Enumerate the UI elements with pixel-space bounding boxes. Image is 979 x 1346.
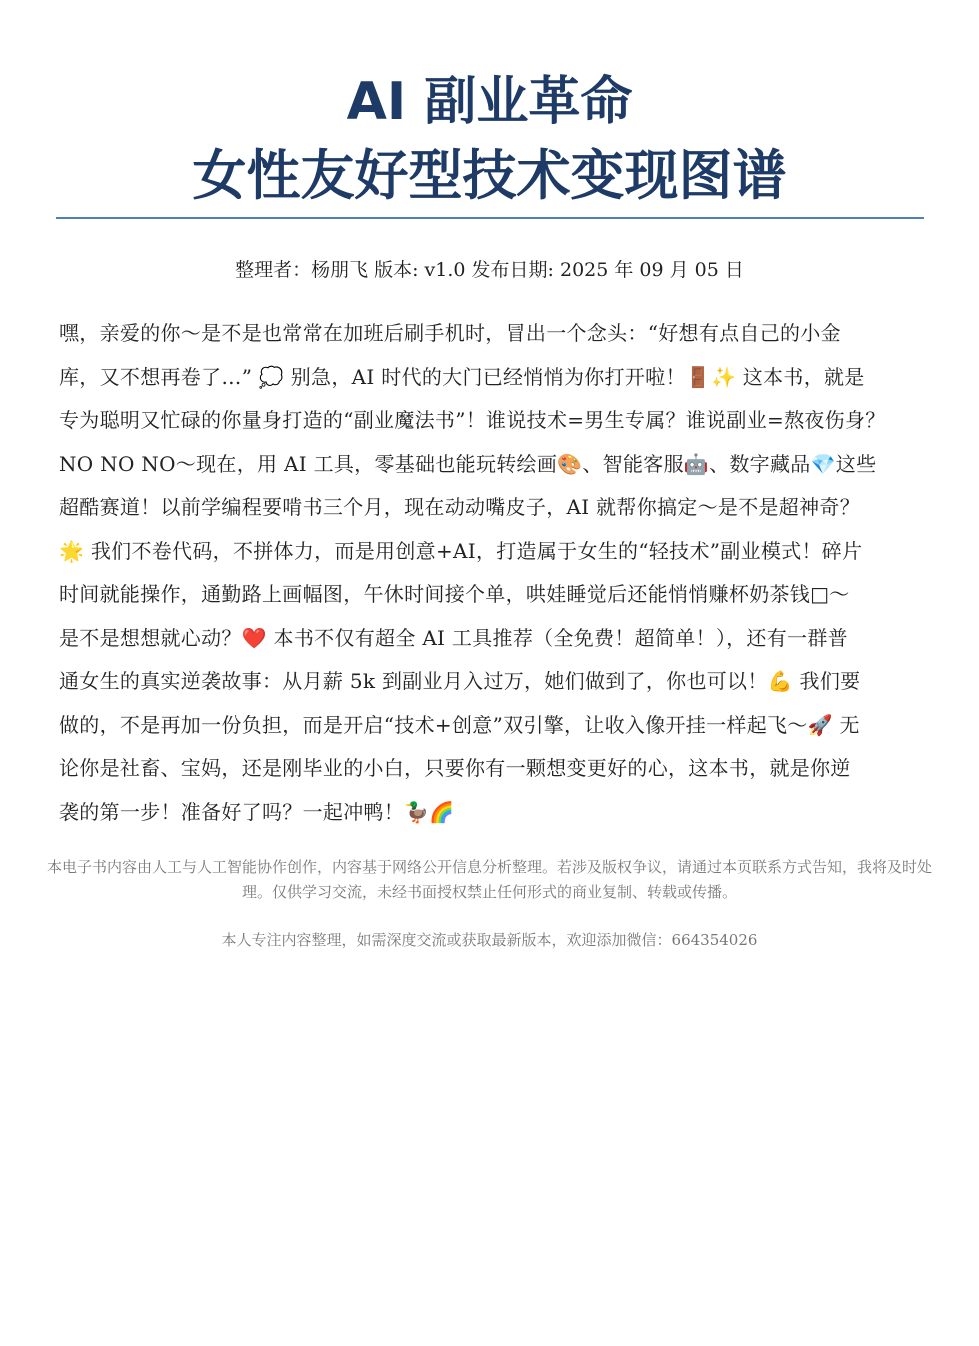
paragraph-line: 专为聪明又忙碌的你量身打造的“副业魔法书”！谁说技术=男生专属？谁说副业=熬夜伤身？ (59, 408, 886, 432)
paragraph-line: 是不是想想就心动？❤️ 本书不仅有超全 AI 工具推荐（全免费！超简单！），还有一群普 (59, 625, 848, 650)
paragraph-line: 通女生的真实逆袭故事：从月薪 5k 到副业月入过万，她们做到了，你也可以！💪 我们要 (59, 669, 861, 693)
meta-info: 整理者：杨朋飞 版本: v1.0 发布日期: 2025 年 09 月 05 日 (235, 259, 744, 281)
paragraph-line: 时间就能操作，通勤路上画幅图，午休时间接个单，哄娃睡觉后还能悄悄赚杯奶茶钱□～ (59, 582, 850, 606)
contact-note: 本人专注内容整理，如需深度交流或获取最新版本，欢迎添加微信：664354026 (221, 931, 758, 949)
paragraph-line: 做的，不是再加一份负担，而是开启“技术+创意”双引擎，让收入像开挂一样起飞～🚀 无 (59, 712, 860, 737)
paragraph-line: 嘿，亲爱的你～是不是也常常在加班后刷手机时，冒出一个念头：“好想有点自己的小金 (59, 321, 841, 345)
disclaimer: 本电子书内容由人工与人工智能协作创作，内容基于网络公开信息分析整理。若涉及版权争议，请通过本页联系方式告知，我将及时处理。仅供学习交流，未经书面授权禁止任何形式的商业复制、转载或传播。 (46, 858, 932, 901)
title-line-1: AI 副业革命 (346, 72, 633, 132)
paragraph-line: NO NO NO～现在，用 AI 工具，零基础也能玩转绘画🎨、智能客服🤖、数字藏品💎这些 (59, 451, 877, 476)
intro-paragraph (59, 318, 949, 840)
title-line-2: 女性友好型技术变现图谱 (192, 144, 787, 207)
paragraph-line: 超酷赛道！以前学编程要啃书三个月，现在动动嘴皮子，AI 就帮你搞定～是不是超神奇？ (59, 495, 861, 519)
paragraph-line: 论你是社畜、宝妈，还是刚毕业的小白，只要你有一颗想变更好的心，这本书，就是你逆 (59, 756, 851, 780)
title-divider (56, 217, 924, 219)
paragraph-line: 库，又不想再卷了…” 💭 别急，AI 时代的大门已经悄悄为你打开啦！🚪✨ 这本书，就是 (59, 364, 865, 389)
paragraph-line: 🌟 我们不卷代码，不拼体力，而是用创意+AI，打造属于女生的“轻技术”副业模式！碎片 (59, 538, 863, 563)
paragraph-line: 袭的第一步！准备好了吗？一起冲鸭！🦆🌈 (59, 799, 455, 824)
